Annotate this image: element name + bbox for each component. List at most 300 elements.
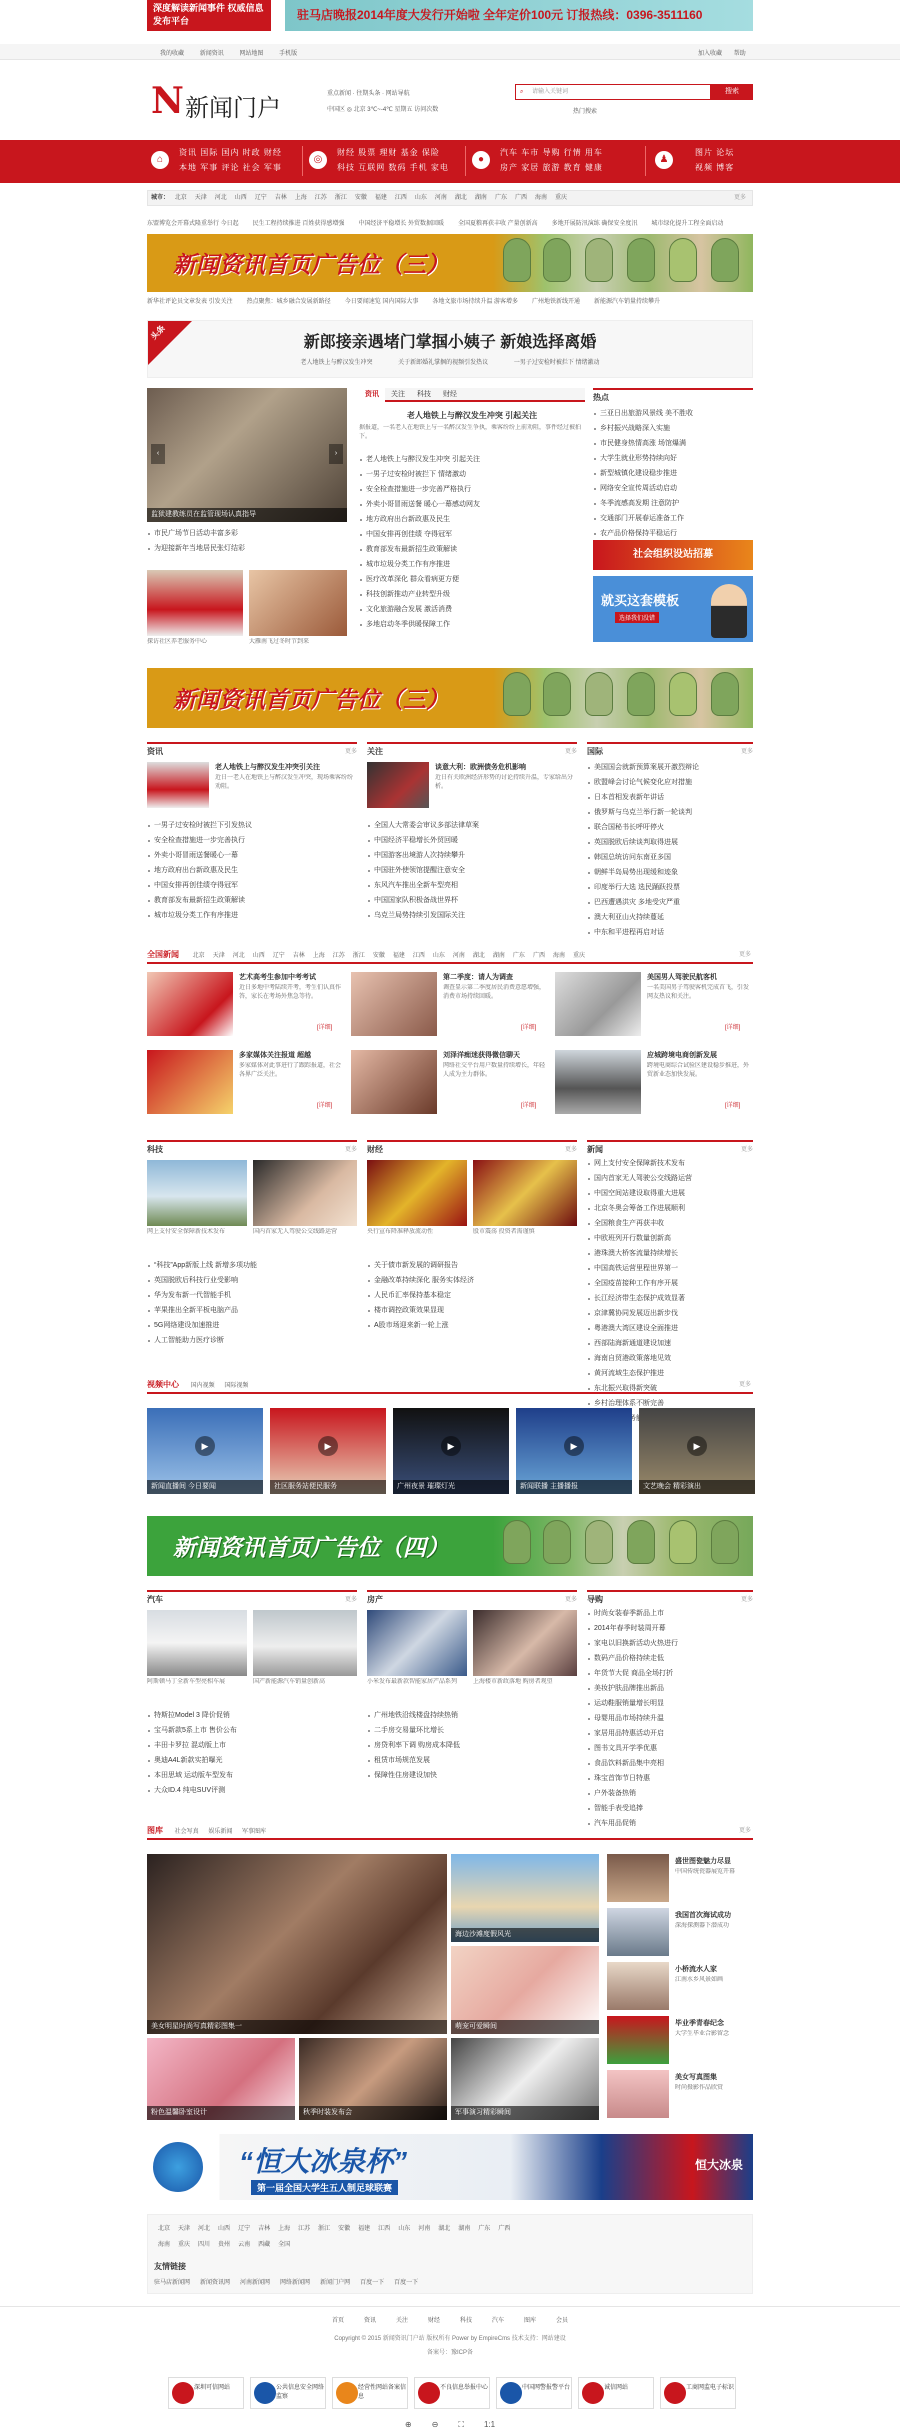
ticker-item[interactable]: 新华社评论员文章发表 引发关注 [147, 299, 233, 305]
list-item[interactable]: 多地启动冬季供暖保障工作 [359, 617, 585, 632]
gallery-thumb[interactable] [607, 1908, 669, 1956]
footer-link[interactable]: 关注 [395, 2318, 408, 2324]
footer-link[interactable]: 图库 [524, 2318, 537, 2324]
center-title[interactable]: 老人地铁上与醉汉发生冲突 引起关注 [406, 411, 538, 420]
more-link[interactable]: 更多 [564, 1147, 577, 1153]
focus-thumb-caption[interactable]: 探访社区养老服务中心 [147, 639, 208, 645]
photo-caption[interactable]: 国产新能源汽车销量创新高 [253, 1679, 326, 1685]
city-link[interactable]: 天津 [212, 953, 225, 959]
photo-caption[interactable]: 上海楼市新政落地 购房者观望 [473, 1679, 553, 1685]
ad-banner-1[interactable] [147, 234, 753, 292]
nav-group-finance[interactable] [309, 145, 459, 179]
nav-group-media[interactable] [655, 145, 753, 179]
list-item[interactable]: 乌克兰局势持续引发国际关注 [367, 908, 577, 923]
list-item[interactable]: 美国国会就新预算案展开激烈辩论 [587, 760, 753, 775]
city-more-link[interactable]: 更多 [733, 195, 746, 201]
finance-photo[interactable] [367, 1160, 467, 1226]
city-link[interactable]: 河北 [198, 2226, 211, 2232]
city-link[interactable]: 湖南 [474, 195, 487, 201]
list-item[interactable]: 珠宝首饰节日特惠 [587, 1771, 753, 1786]
list-item[interactable]: 保障性住房建设加快 [367, 1768, 577, 1783]
trust-badge[interactable] [660, 2377, 736, 2409]
city-link[interactable]: 辽宁 [254, 195, 267, 201]
city-link[interactable]: 海南 [552, 953, 565, 959]
list-item[interactable]: 华为发布新一代智能手机 [147, 1288, 357, 1303]
auto-photo[interactable] [147, 1610, 247, 1676]
city-link[interactable]: 西藏 [258, 2242, 271, 2248]
list-item[interactable]: 乡村治理体系不断完善 [587, 1396, 753, 1411]
city-link[interactable]: 湖北 [438, 2226, 451, 2232]
list-item[interactable]: 全国疫苗接种工作有序开展 [587, 1276, 753, 1291]
city-link[interactable]: 广西 [514, 195, 527, 201]
list-item[interactable]: 三亚日出旅游风景线 美不胜收 [593, 406, 753, 421]
card-detail[interactable]: [详细] [725, 1025, 741, 1031]
ad-recruit[interactable] [593, 540, 753, 570]
ad-banner-3[interactable] [147, 1516, 753, 1576]
ad-banner-4[interactable] [147, 2134, 753, 2200]
topbar-link[interactable]: 网站地图 [239, 51, 264, 57]
list-item[interactable]: 印度举行大选 选民踊跃投票 [587, 880, 753, 895]
trust-badge[interactable] [250, 2377, 326, 2409]
zoom-out-icon[interactable]: ⊖ [431, 2420, 439, 2429]
city-link[interactable]: 山西 [234, 195, 247, 201]
friend-link[interactable]: 新闻门户网 [320, 2280, 351, 2286]
headline-sub[interactable]: 一男子过安检时被拦下 情绪激动 [513, 360, 600, 366]
list-item[interactable]: 楼市调控政策效果显现 [367, 1303, 577, 1318]
city-link[interactable]: 湖北 [472, 953, 485, 959]
video-tab[interactable]: 国际视频 [224, 1383, 249, 1389]
list-item[interactable]: 一男子过安检时被拦下 情绪激动 [359, 467, 585, 482]
top-ad-banner[interactable] [147, 0, 753, 31]
list-item[interactable]: 海南自贸港政策落地见效 [587, 1351, 753, 1366]
list-item[interactable]: 欧盟峰会讨论气候变化应对措施 [587, 775, 753, 790]
video-item[interactable] [516, 1408, 632, 1494]
list-item[interactable]: 苹果推出全新平板电脑产品 [147, 1303, 357, 1318]
city-link[interactable]: 北京 [192, 953, 205, 959]
ticker-item[interactable]: 热点聚焦：城乡融合发展新路径 [246, 299, 331, 305]
nav-row[interactable]: 财经 股票 理财 基金 保险 [337, 148, 440, 157]
card-photo[interactable] [147, 972, 233, 1036]
list-item[interactable]: 为迎接新年当地居民张灯结彩 [147, 541, 347, 556]
list-item[interactable]: 黄河流域生态保护推进 [587, 1366, 753, 1381]
list-item[interactable]: 朝鲜半岛局势出现缓和迹象 [587, 865, 753, 880]
fullscreen-icon[interactable]: ⛶ [458, 2420, 464, 2429]
city-link[interactable]: 浙江 [318, 2226, 331, 2232]
headline-sub[interactable]: 关于新郎婚礼掌掴的视频引发热议 [398, 360, 489, 366]
photo-caption[interactable]: 央行宣布降准释放流动性 [367, 1229, 434, 1235]
city-link[interactable]: 湖北 [454, 195, 467, 201]
gallery-photo[interactable] [451, 1946, 599, 2034]
gallery-big-photo[interactable] [147, 1854, 447, 2034]
list-item[interactable]: 科技创新推动产业转型升级 [359, 587, 585, 602]
list-item[interactable]: 日本首相发表新年讲话 [587, 790, 753, 805]
col-lead-photo[interactable] [367, 762, 429, 808]
city-link[interactable]: 广西 [532, 953, 545, 959]
prev-arrow-icon[interactable]: ‹ [151, 444, 165, 464]
list-item[interactable]: 教育部发布最新招生政策解读 [359, 542, 585, 557]
ticker-item[interactable]: 全国夏粮再获丰收 产量创新高 [458, 221, 538, 227]
city-link[interactable]: 山东 [398, 2226, 411, 2232]
list-item[interactable]: 食品饮料新品集中亮相 [587, 1756, 753, 1771]
gallery-thumb[interactable] [607, 2016, 669, 2064]
col-lead-title[interactable]: 谈意大利：欧洲债务危机影响 [435, 764, 526, 771]
video-item[interactable] [147, 1408, 263, 1494]
list-item[interactable]: 英国脱欧后续谈判取得进展 [587, 835, 753, 850]
city-link[interactable]: 重庆 [178, 2242, 191, 2248]
city-link[interactable]: 重庆 [554, 195, 567, 201]
trust-badge[interactable] [414, 2377, 490, 2409]
list-item[interactable]: “科技”App新版上线 新增多项功能 [147, 1258, 357, 1273]
ticker-item[interactable]: 新能源汽车销量持续攀升 [594, 299, 661, 305]
city-link[interactable]: 辽宁 [238, 2226, 251, 2232]
auto-photo[interactable] [253, 1610, 357, 1676]
nav-group-auto[interactable] [472, 145, 632, 179]
list-item[interactable]: 家居用品特惠活动开启 [587, 1726, 753, 1741]
ticker-item[interactable]: 中国经济平稳增长 外贸数据回暖 [358, 221, 445, 227]
list-item[interactable]: 市民广场节日活动丰富多彩 [147, 526, 347, 541]
list-item[interactable]: 中国女排再创佳绩夺得冠军 [147, 878, 357, 893]
list-item[interactable]: 英国脱欧后科技行业受影响 [147, 1273, 357, 1288]
list-item[interactable]: 大众ID.4 纯电SUV评测 [147, 1783, 357, 1798]
top-ad-left[interactable] [147, 0, 271, 31]
list-item[interactable]: 本田思域 运动版车型发布 [147, 1768, 357, 1783]
topbar-link[interactable]: 我的收藏 [160, 51, 185, 57]
list-item[interactable]: 网上支付安全保障新技术发布 [587, 1156, 753, 1171]
gallery-photo[interactable] [299, 2038, 447, 2120]
list-item[interactable]: 北京冬奥会筹备工作进展顺利 [587, 1201, 753, 1216]
list-item[interactable]: 俄罗斯与乌克兰举行新一轮谈判 [587, 805, 753, 820]
list-item[interactable]: 东风汽车推出全新车型亮相 [367, 878, 577, 893]
list-item[interactable]: 新型城镇化建设稳步推进 [593, 466, 753, 481]
city-link[interactable]: 重庆 [572, 953, 585, 959]
nav-row[interactable]: 视频 博客 [695, 163, 735, 172]
city-link[interactable]: 广东 [494, 195, 507, 201]
list-item[interactable]: 安全检查措施进一步完善严格执行 [359, 482, 585, 497]
city-link[interactable]: 河南 [452, 953, 465, 959]
footer-link[interactable]: 会员 [556, 2318, 569, 2324]
card-title[interactable]: 美国男人驾驶民航客机 [647, 974, 717, 981]
city-link[interactable]: 上海 [312, 953, 325, 959]
list-item[interactable]: 租赁市场规范发展 [367, 1753, 577, 1768]
more-link[interactable]: 更多 [738, 1382, 751, 1388]
card-photo[interactable] [351, 1050, 437, 1114]
nav-group-news[interactable] [151, 145, 301, 179]
house-photo[interactable] [367, 1610, 467, 1676]
trust-badge[interactable] [496, 2377, 572, 2409]
list-item[interactable]: 长江经济带生态保护成效显著 [587, 1291, 753, 1306]
card-photo[interactable] [555, 1050, 641, 1114]
city-link[interactable]: 湖南 [458, 2226, 471, 2232]
city-link[interactable]: 河南 [418, 2226, 431, 2232]
video-item[interactable] [270, 1408, 386, 1494]
national-card[interactable] [147, 1050, 345, 1120]
list-item[interactable]: 中国国家队积极备战世界杯 [367, 893, 577, 908]
list-item[interactable]: 智能手表受追捧 [587, 1801, 753, 1816]
gallery-thumb-title[interactable]: 我国首次海试成功 [675, 1912, 731, 1919]
list-item[interactable]: 关于债市新发展的调研报告 [367, 1258, 577, 1273]
list-item[interactable]: 中国女排再创佳绩 夺得冠军 [359, 527, 585, 542]
gallery-photo[interactable] [147, 2038, 295, 2120]
city-link[interactable]: 江苏 [332, 953, 345, 959]
list-item[interactable]: 2014年春季时装周开幕 [587, 1621, 753, 1636]
next-arrow-icon[interactable]: › [329, 444, 343, 464]
list-item[interactable]: 冬季流感高发期 注意防护 [593, 496, 753, 511]
list-item[interactable]: 特斯拉Model 3 降价促销 [147, 1708, 357, 1723]
list-item[interactable]: 中东和平进程再启对话 [587, 925, 753, 940]
col-lead-title[interactable]: 老人地铁上与醉汉发生冲突引关注 [215, 764, 320, 771]
city-link[interactable]: 辽宁 [272, 953, 285, 959]
zoom-in-icon[interactable]: ⊕ [404, 2420, 412, 2429]
city-link[interactable]: 海南 [534, 195, 547, 201]
list-item[interactable]: 广州地铁沿线楼盘持续热销 [367, 1708, 577, 1723]
trust-badge[interactable] [168, 2377, 244, 2409]
list-item[interactable]: 韩国总统访问东南亚多国 [587, 850, 753, 865]
card-title[interactable]: 应城跨境电商创新发展 [647, 1052, 717, 1059]
list-item[interactable]: 中国驻外使领馆提醒注意安全 [367, 863, 577, 878]
list-item[interactable]: 人工智能助力医疗诊断 [147, 1333, 357, 1348]
gallery-tab[interactable]: 军事图库 [242, 1829, 267, 1835]
hot-search[interactable]: 热门搜索 [573, 109, 598, 115]
card-title[interactable]: 刘泽洋痴迷获得微信聊天 [443, 1052, 520, 1059]
friend-link[interactable]: 驻马店新闻网 [154, 2280, 191, 2286]
national-card[interactable] [147, 972, 345, 1042]
list-item[interactable]: 运动鞋服销量增长明显 [587, 1696, 753, 1711]
more-link[interactable]: 更多 [740, 749, 753, 755]
list-item[interactable]: 全国粮食生产再获丰收 [587, 1216, 753, 1231]
ticker-item[interactable]: 多地开展防汛演练 确保安全度汛 [551, 221, 638, 227]
list-item[interactable]: 京津冀协同发展迈出新步伐 [587, 1306, 753, 1321]
friend-link[interactable]: 新闻资讯网 [200, 2280, 231, 2286]
topbar-link[interactable]: 手机版 [279, 51, 298, 57]
list-item[interactable]: 港珠澳大桥客流量持续增长 [587, 1246, 753, 1261]
footer-link[interactable]: 财经 [427, 2318, 440, 2324]
gallery-thumb[interactable] [607, 1854, 669, 1902]
list-item[interactable]: 文化旅游融合发展 激活消费 [359, 602, 585, 617]
card-title[interactable]: 多家媒体关注报道 超越 [239, 1052, 311, 1059]
footer-link[interactable]: 首页 [331, 2318, 344, 2324]
friend-link[interactable]: 河南新闻网 [240, 2280, 271, 2286]
city-link[interactable]: 福建 [392, 953, 405, 959]
list-item[interactable]: 金融改革持续深化 服务实体经济 [367, 1273, 577, 1288]
city-link[interactable]: 江苏 [298, 2226, 311, 2232]
more-link[interactable]: 更多 [344, 1147, 357, 1153]
gallery-thumb-title[interactable]: 毕业季青春纪念 [675, 2020, 724, 2027]
gallery-photo[interactable] [451, 2038, 599, 2120]
city-link[interactable]: 上海 [294, 195, 307, 201]
list-item[interactable]: 乡村振兴战略深入实施 [593, 421, 753, 436]
house-photo[interactable] [473, 1610, 577, 1676]
card-detail[interactable]: [详细] [317, 1103, 333, 1109]
nav-row[interactable]: 资讯 国际 国内 时政 财经 [179, 148, 282, 157]
list-item[interactable]: 二手房交易量环比增长 [367, 1723, 577, 1738]
city-link[interactable]: 天津 [178, 2226, 191, 2232]
city-link[interactable]: 广东 [478, 2226, 491, 2232]
city-link[interactable]: 江西 [378, 2226, 391, 2232]
city-link[interactable]: 安徽 [372, 953, 385, 959]
list-item[interactable]: 医疗改革深化 群众看病更方便 [359, 572, 585, 587]
ad-template[interactable] [593, 576, 753, 642]
list-item[interactable]: 老人地铁上与醉汉发生冲突 引起关注 [359, 452, 585, 467]
city-link[interactable]: 福建 [358, 2226, 371, 2232]
list-item[interactable]: 粤港澳大湾区建设全面推进 [587, 1321, 753, 1336]
tech-photo[interactable] [147, 1160, 247, 1226]
card-photo[interactable] [555, 972, 641, 1036]
ticker-item[interactable]: 东盟博览会开幕式隆重举行 今日起 [147, 221, 239, 227]
photo-caption[interactable]: 网上支付安全保障新技术发布 [147, 1229, 226, 1235]
list-item[interactable]: 户外装备热销 [587, 1786, 753, 1801]
city-link[interactable]: 吉林 [258, 2226, 271, 2232]
photo-caption[interactable]: 股市震荡 投资者需谨慎 [473, 1229, 535, 1235]
city-link[interactable]: 广东 [512, 953, 525, 959]
footer-link[interactable]: 资讯 [363, 2318, 376, 2324]
finance-photo[interactable] [473, 1160, 577, 1226]
trust-badge[interactable] [578, 2377, 654, 2409]
list-item[interactable]: 城市垃圾分类工作有序推进 [147, 908, 357, 923]
city-link[interactable]: 山西 [218, 2226, 231, 2232]
list-item[interactable]: 中国高铁运营里程世界第一 [587, 1261, 753, 1276]
focus-thumb[interactable] [249, 570, 347, 636]
ad-banner-2[interactable] [147, 668, 753, 728]
video-item[interactable] [639, 1408, 755, 1494]
list-item[interactable]: 图书文具开学季优惠 [587, 1741, 753, 1756]
list-item[interactable]: 母婴用品市场持续升温 [587, 1711, 753, 1726]
city-link[interactable]: 河北 [232, 953, 245, 959]
list-item[interactable]: 农产品价格保持平稳运行 [593, 526, 753, 541]
list-item[interactable]: 地方政府出台新政惠及民生 [147, 863, 357, 878]
trust-badge[interactable] [332, 2377, 408, 2409]
city-link[interactable]: 全国 [278, 2242, 291, 2248]
list-item[interactable]: 中国游客出境游人次持续攀升 [367, 848, 577, 863]
search-button[interactable]: 搜索 [711, 84, 753, 100]
list-item[interactable]: 国内首家无人驾驶公交线路运营 [587, 1171, 753, 1186]
list-item[interactable]: 全国人大常委会审议多部法律草案 [367, 818, 577, 833]
list-item[interactable]: 一男子过安检时被拦下引发热议 [147, 818, 357, 833]
card-detail[interactable]: [详细] [521, 1025, 537, 1031]
friend-link[interactable]: 网络新闻网 [280, 2280, 311, 2286]
video-item[interactable] [393, 1408, 509, 1494]
national-card[interactable] [555, 972, 753, 1042]
city-link[interactable]: 四川 [198, 2242, 211, 2248]
city-link[interactable]: 河北 [214, 195, 227, 201]
card-title[interactable]: 艺术高考生参加中考考试 [239, 974, 316, 981]
more-link[interactable]: 更多 [738, 1828, 751, 1834]
national-card[interactable] [555, 1050, 753, 1120]
list-item[interactable]: 房贷利率下调 购房成本降低 [367, 1738, 577, 1753]
list-item[interactable]: 人民币汇率保持基本稳定 [367, 1288, 577, 1303]
city-link[interactable]: 北京 [174, 195, 187, 201]
gallery-thumb-title[interactable]: 盛世图瓷魅力尽显 [675, 1858, 731, 1865]
city-link[interactable]: 湖南 [492, 953, 505, 959]
gallery-tab[interactable]: 社会写真 [174, 1829, 199, 1835]
focus-photo[interactable] [147, 388, 347, 522]
gallery-thumb[interactable] [607, 2070, 669, 2118]
list-item[interactable]: A股市场迎来新一轮上涨 [367, 1318, 577, 1333]
focus-thumb[interactable] [147, 570, 243, 636]
list-item[interactable]: 安全检查措施进一步完善执行 [147, 833, 357, 848]
more-link[interactable]: 更多 [564, 749, 577, 755]
list-item[interactable]: 中国空间站建设取得重大进展 [587, 1186, 753, 1201]
more-link[interactable]: 更多 [564, 1597, 577, 1603]
more-link[interactable]: 更多 [344, 1597, 357, 1603]
card-detail[interactable]: [详细] [521, 1103, 537, 1109]
topbar-link[interactable]: 新闻资讯 [199, 51, 224, 57]
photo-caption[interactable]: 阿斯顿马丁全新车型亮相车展 [147, 1679, 226, 1685]
city-link[interactable]: 安徽 [354, 195, 367, 201]
city-link[interactable]: 山西 [252, 953, 265, 959]
ticker-item[interactable]: 各地文旅市场持续升温 游客增多 [432, 299, 519, 305]
tab-finance[interactable]: 财经 [443, 391, 457, 398]
nav-row[interactable]: 本地 军事 评论 社会 军事 [179, 163, 282, 172]
list-item[interactable]: 巴西遭遇洪灾 多地受灾严重 [587, 895, 753, 910]
nav-row[interactable]: 汽车 车市 导购 行情 用车 [500, 148, 603, 157]
card-detail[interactable]: [详细] [317, 1025, 333, 1031]
more-link[interactable]: 更多 [738, 952, 751, 958]
photo-caption[interactable]: 小米发布最新款智能家居产品系列 [367, 1679, 458, 1685]
list-item[interactable]: 中欧班列开行数量创新高 [587, 1231, 753, 1246]
tab-tech[interactable]: 科技 [417, 391, 431, 398]
footer-link[interactable]: 汽车 [492, 2318, 505, 2324]
card-title[interactable]: 第二季度：请人为调查 [443, 974, 513, 981]
city-link[interactable]: 天津 [194, 195, 207, 201]
nav-row[interactable]: 图片 论坛 [695, 148, 735, 157]
city-link[interactable]: 河南 [434, 195, 447, 201]
list-item[interactable]: 外卖小哥冒雨送餐 暖心一幕感动网友 [359, 497, 585, 512]
city-link[interactable]: 北京 [158, 2226, 171, 2232]
more-link[interactable]: 更多 [344, 749, 357, 755]
city-link[interactable]: 安徽 [338, 2226, 351, 2232]
list-item[interactable]: 澳大利亚山火持续蔓延 [587, 910, 753, 925]
card-photo[interactable] [351, 972, 437, 1036]
card-photo[interactable] [147, 1050, 233, 1114]
topbar-link[interactable]: 加入收藏 [698, 51, 723, 57]
focus-thumb-caption[interactable]: 大雁南飞过冬时节到来 [249, 639, 310, 645]
city-link[interactable]: 上海 [278, 2226, 291, 2232]
city-link[interactable]: 浙江 [334, 195, 347, 201]
list-item[interactable]: 时尚女装春季新品上市 [587, 1606, 753, 1621]
more-link[interactable]: 更多 [740, 1597, 753, 1603]
photo-caption[interactable]: 国内首家无人驾驶公交线路运营 [253, 1229, 338, 1235]
friend-link[interactable]: 百度一下 [394, 2280, 419, 2286]
list-item[interactable]: 城市垃圾分类工作有序推进 [359, 557, 585, 572]
video-tab[interactable]: 国内视频 [190, 1383, 215, 1389]
list-item[interactable]: 网络安全宣传周活动启动 [593, 481, 753, 496]
topbar-link[interactable]: 帮助 [733, 51, 746, 57]
city-link[interactable]: 福建 [374, 195, 387, 201]
list-item[interactable]: 丰田卡罗拉 混动版上市 [147, 1738, 357, 1753]
city-link[interactable]: 江西 [394, 195, 407, 201]
city-link[interactable]: 山东 [414, 195, 427, 201]
ticker-item[interactable]: 城市绿化提升工程全面启动 [651, 221, 724, 227]
list-item[interactable]: 中国经济平稳增长外贸回暖 [367, 833, 577, 848]
list-item[interactable]: 教育部发布最新招生政策解读 [147, 893, 357, 908]
list-item[interactable]: 数码产品价格持续走低 [587, 1651, 753, 1666]
ticker-item[interactable]: 民生工程持续推进 百姓获得感增强 [252, 221, 345, 227]
list-item[interactable]: 家电以旧换新活动火热进行 [587, 1636, 753, 1651]
list-item[interactable]: 联合国秘书长呼吁停火 [587, 820, 753, 835]
city-link[interactable]: 山东 [432, 953, 445, 959]
search-input[interactable] [515, 84, 711, 100]
list-item[interactable]: 西部陆海新通道建设加速 [587, 1336, 753, 1351]
more-link[interactable]: 更多 [740, 1147, 753, 1153]
nav-row[interactable]: 房产 家居 旅游 教育 健康 [500, 163, 603, 172]
gallery-thumb-title[interactable]: 美女写真图集 [675, 2074, 717, 2081]
tab-news[interactable]: 资讯 [359, 388, 385, 402]
list-item[interactable]: 地方政府出台新政惠及民生 [359, 512, 585, 527]
nav-row[interactable]: 科技 互联网 数码 手机 家电 [337, 163, 449, 172]
list-item[interactable]: 奥迪A4L新款实拍曝光 [147, 1753, 357, 1768]
gallery-thumb-title[interactable]: 小桥流水人家 [675, 1966, 717, 1973]
top-ad-right[interactable] [285, 0, 753, 31]
